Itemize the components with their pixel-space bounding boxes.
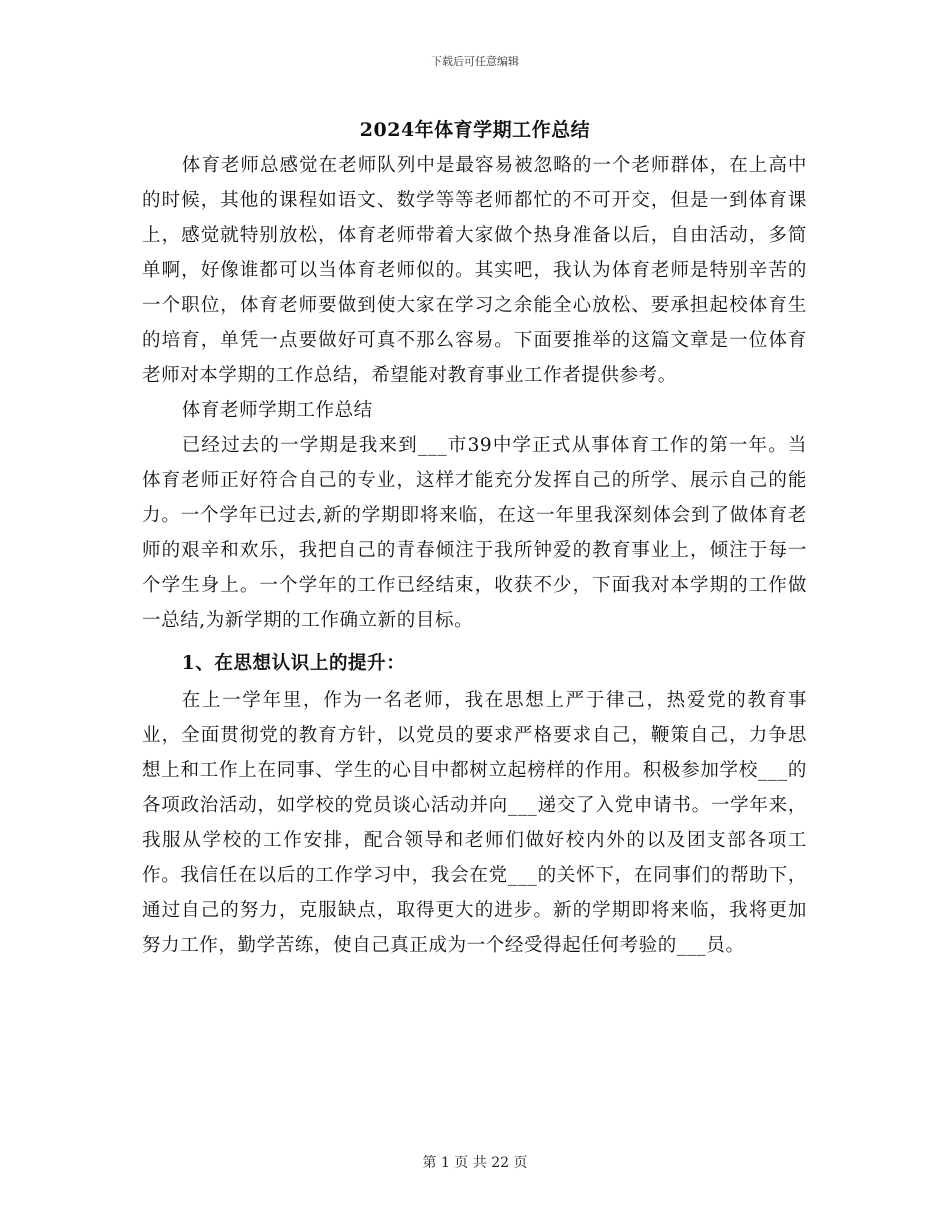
section-heading: 1、在思想认识上的提升： [181,653,406,674]
page-number: 第 1 页 共 22 页 [422,1155,528,1171]
summary-paragraph: 已经过去的一学期是我来到___市39中学正式从事体育工作的第一年。当体育老师正好符合自己的专业，这样才能充分发挥自己的所学、展示自己的能力。一个学年已过去,新的学期即将来临，在这一年里我深刻体会到了做体育老师的艰辛和欢乐，我把自己的青春倾注于我所钟爱的教育事业上，倾注于每一个学生身上。一个学年的工作已经结束，收获不少，下面我对本学期的工作做一总结,为新学期的工作确立新的目标。 [142,435,807,631]
subtitle-paragraph: 体育老师学期工作总结 [181,400,373,421]
document-body [142,148,807,963]
page-header-note: 下载后可任意编辑 [431,55,519,68]
document-title: 2024年体育学期工作总结 [359,119,591,141]
intro-paragraph: 体育老师总感觉在老师队列中是最容易被忽略的一个老师群体，在上高中的时候，其他的课程如语文、数学等等老师都忙的不可开交，但是一到体育课上，感觉就特别放松，体育老师带着大家做个热身准备以后，自由活动，多简单啊，好像谁都可以当体育老师似的。其实吧，我认为体育老师是特别辛苦的一个职位，体育老师要做到使大家在学习之余能全心放松、要承担起校体育生的培育，单凭一点要做好可真不那么容易。下面要推举的这篇文章是一位体育老师对本学期的工作总结，希望能对教育事业工作者提供参考。 [142,155,807,386]
section-paragraph: 在上一学年里，作为一名老师，我在思想上严于律己，热爱党的教育事业，全面贯彻党的教育方针，以党员的要求严格要求自己，鞭策自己，力争思想上和工作上在同事、学生的心目中都树立起榜样的作用。积极参加学校___的各项政治活动，如学校的党员谈心活动并向___递交了入党申请书。一学年来，我服从学校的工作安排，配合领导和老师们做好校内外的以及团支部各项工作。我信任在以后的工作学习中，我会在党___的关怀下，在同事们的帮助下，通过自己的努力，克服缺点，取得更大的进步。新的学期即将来临，我将更加努力工作，勤学苦练，使自己真正成为一个经受得起任何考验的___员。 [142,690,807,956]
